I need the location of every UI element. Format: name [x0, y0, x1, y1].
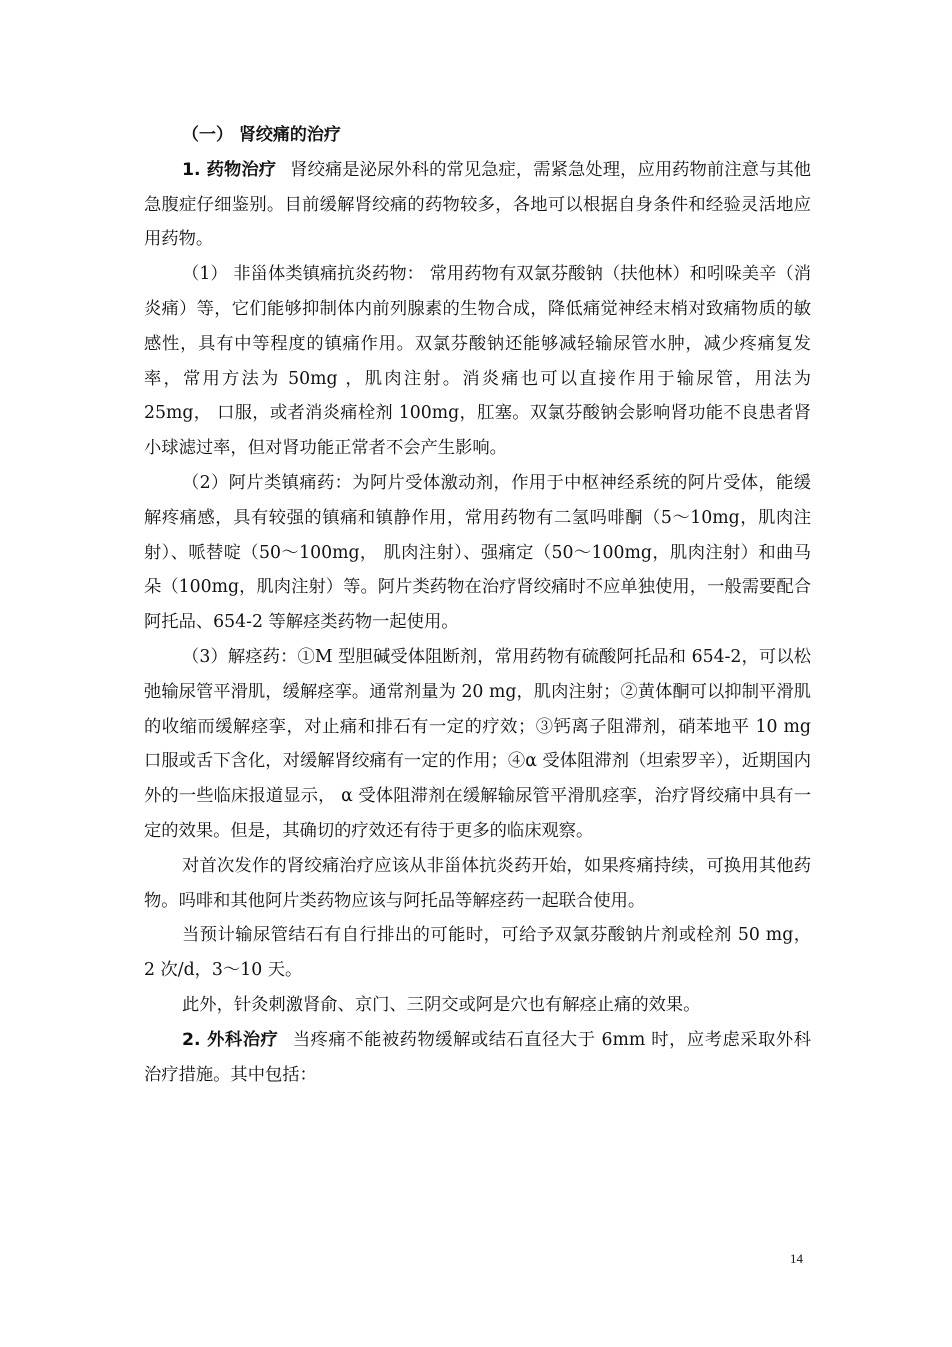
surgery-text: 当疼痛不能被药物缓解或结石直径大于 6mm 时，应考虑采取外科治疗措施。其中包括： — [144, 1029, 811, 1085]
surgery-title: 2. 外科治疗 — [182, 1029, 279, 1050]
paragraph-acupuncture: 此外，针灸刺激肾俞、京门、三阴交或阿是穴也有解痉止痛的效果。 — [182, 994, 701, 1015]
paragraph-opioid: （2）阿片类镇痛药：为阿片受体激动剂，作用于中枢神经系统的阿片受体，能缓解疼痛感，具有较强的镇痛和镇静作用，常用药物有二氢吗啡酮（5～10mg，肌肉注射）、哌替啶（50～100mg， 肌肉注射）、强痛定（50～100mg，肌肉注射）和曲马朵（100mg，肌肉注射）等。阿片类药物在治疗肾绞痛时不应单独使用，一般需要配合阿托品、654-2 等解痉类药物一起使用。 — [144, 472, 811, 633]
paragraph-nsaid: （1） 非甾体类镇痛抗炎药物： 常用药物有双氯芬酸钠（扶他林）和吲哚美辛（消炎痛）等，它们能够抑制体内前列腺素的生物合成，降低痛觉神经末梢对致痛物质的敏感性，具有中等程度的镇痛作用。双氯芬酸钠还能够减轻输尿管水肿，减少疼痛复发率，常用方法为 50mg ，肌肉注射。消炎痛也可以直接作用于输尿管，用法为 25mg， 口服，或者消炎痛栓剂 100mg，肛塞。双氯芬酸钠会影响肾功能不良患者肾小球滤过率，但对肾功能正常者不会产生影响。 — [144, 264, 811, 459]
paragraph-drug-therapy — [144, 153, 811, 257]
paragraph-antispasmodic: （3）解痉药：①M 型胆碱受体阻断剂，常用药物有硫酸阿托品和 654-2，可以松弛输尿管平滑肌，缓解痉挛。通常剂量为 20 mg，肌肉注射；②黄体酮可以抑制平滑肌的收缩而缓解痉挛，对止痛和排石有一定的疗效；③钙离子阻滞剂，硝苯地平 10 mg 口服或舌下含化，对缓解肾绞痛有一定的作用；④α 受体阻滞剂（坦索罗辛），近期国内外的一些临床报道显示， α 受体阻滞剂在缓解输尿管平滑肌痉挛，治疗肾绞痛中具有一定的效果。但是，其确切的疗效还有待于更多的临床观察。 — [144, 646, 811, 841]
drug-therapy-text: 肾绞痛是泌尿外科的常见急症，需紧急处理，应用药物前注意与其他急腹症仔细鉴别。目前缓解肾绞痛的药物较多，各地可以根据自身条件和经验灵活地应用药物。 — [144, 159, 811, 250]
drug-therapy-title: 1. 药物治疗 — [182, 159, 277, 180]
section-heading: （一） 肾绞痛的治疗 — [182, 125, 341, 145]
paragraph-surgery — [144, 1023, 811, 1093]
paragraph-first-episode: 对首次发作的肾绞痛治疗应该从非甾体抗炎药开始，如果疼痛持续，可换用其他药物。吗啡和其他阿片类药物应该与阿托品等解痉药一起联合使用。 — [144, 855, 811, 911]
page-number: 14 — [790, 1251, 803, 1266]
paragraph-expected-passage: 当预计输尿管结石有自行排出的可能时，可给予双氯芬酸钠片剂或栓剂 50 mg， 2 次/d，3～10 天。 — [144, 925, 811, 981]
document-body — [144, 118, 811, 1092]
